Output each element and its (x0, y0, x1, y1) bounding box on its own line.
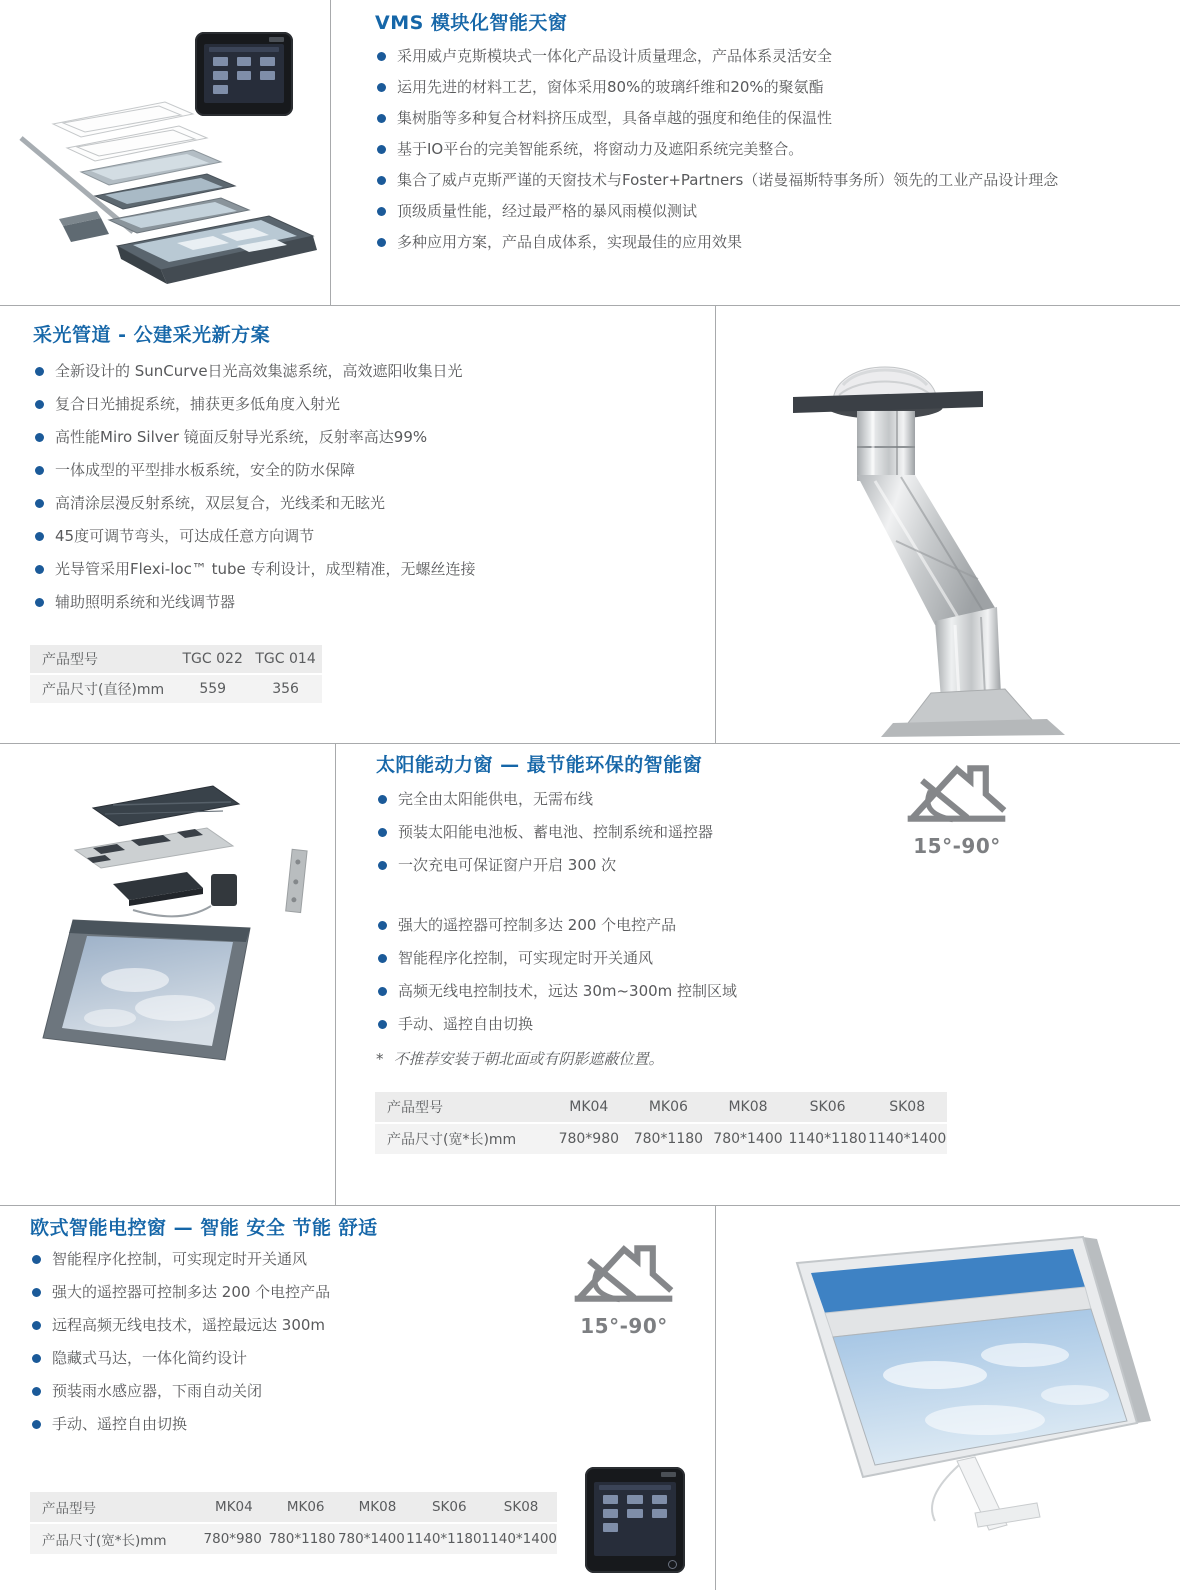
bullet-text: 智能程序化控制，可实现定时开关通风 (52, 1250, 308, 1268)
table-cell: 780*1400 (713, 1131, 783, 1147)
screen-titlebar (599, 1485, 671, 1490)
bullet-text: 隐藏式马达，一体化简约设计 (52, 1349, 248, 1367)
feature-bullet (35, 593, 695, 612)
home-button-icon (668, 1560, 677, 1569)
screen-app-icon (213, 57, 228, 66)
diagonal-tube (857, 475, 997, 625)
feature-bullet (377, 233, 1177, 252)
screen-app-icon (652, 1495, 667, 1504)
table-cell: 780*980 (558, 1131, 620, 1147)
screen-app-icon (603, 1509, 618, 1518)
lower-tube (935, 607, 1001, 699)
pitch-range-label: 15°-90° (580, 1314, 668, 1338)
panel-screen (594, 1482, 676, 1556)
section-divider (0, 1205, 1180, 1206)
screen-titlebar (209, 47, 279, 52)
table-cell: MK04 (215, 1499, 253, 1515)
section-divider (0, 305, 1180, 306)
bullet-text: 光导管采用Flexi-loc™ tube 专利设计，成型精准，无螺丝连接 (55, 560, 476, 578)
sun-tunnel-spec-table (30, 645, 322, 705)
table-header-label: 产品型号 (42, 652, 98, 668)
screen-app-icon (260, 71, 275, 80)
suntunnel-feature-list (35, 362, 695, 626)
solar-panel (93, 786, 239, 826)
feature-bullet (378, 982, 898, 1001)
bullet-text: 一次充电可保证窗户开启 300 次 (398, 856, 617, 874)
table-cell: 780*980 (203, 1531, 262, 1547)
bullet-dot-icon (35, 367, 44, 376)
bullet-text: 手动、遥控自由切换 (398, 1015, 534, 1033)
bullet-text: 智能程序化控制，可实现定时开关通风 (398, 949, 654, 967)
bullet-dot-icon (378, 828, 387, 837)
bullet-text: 基于IO平台的完美智能系统，将窗动力及遮阳系统完美整合。 (397, 140, 804, 158)
feature-bullet (32, 1415, 552, 1434)
bullet-text: 强大的遥控器可控制多达 200 个电控产品 (52, 1283, 331, 1301)
bullet-text: 预装太阳能电池板、蓄电池、控制系统和遥控器 (398, 823, 714, 841)
touch-control-panel-image (585, 1467, 685, 1573)
section-divider (330, 0, 331, 305)
feature-bullet (35, 428, 695, 447)
section-title-suntunnel: 采光管道 - 公建采光新方案 (33, 324, 271, 346)
feature-bullet (377, 140, 1177, 159)
feature-bullet (378, 790, 898, 809)
battery-pack (113, 872, 203, 906)
section-title-vms: VMS 模块化智能天窗 (375, 12, 568, 34)
touch-control-panel-image (195, 32, 293, 116)
install-note (376, 1048, 664, 1069)
screen-app-icon (627, 1495, 642, 1504)
table-row (375, 1124, 947, 1154)
panel-screen (204, 44, 284, 103)
table-header-label: 产品型号 (42, 1501, 96, 1517)
table-row (30, 1492, 557, 1522)
screen-app-icon (260, 57, 275, 66)
table-cell: MK06 (648, 1099, 688, 1115)
bullet-text: 全新设计的 SunCurve日光高效集滤系统，高效遮阳收集日光 (55, 362, 463, 380)
table-cell: SK06 (809, 1099, 846, 1115)
solar-power-feature-list (378, 790, 898, 889)
feature-bullet (35, 494, 695, 513)
screen-app-icon (603, 1523, 618, 1532)
bullet-dot-icon (35, 499, 44, 508)
feature-bullet (32, 1382, 552, 1401)
feature-bullet (35, 560, 695, 579)
feature-bullet (377, 202, 1177, 221)
panel-button (269, 37, 284, 42)
bullet-dot-icon (32, 1354, 41, 1363)
sun-tunnel-image (735, 325, 1120, 740)
feature-bullet (378, 949, 898, 968)
panel-button (661, 1472, 676, 1477)
bullet-text: 集树脂等多种复合材料挤压成型，具备卓越的强度和绝佳的保温性 (397, 109, 833, 127)
table-row (375, 1092, 947, 1122)
feature-bullet (377, 109, 1177, 128)
bullet-dot-icon (378, 954, 387, 963)
roof-pitch-icon (905, 756, 1009, 830)
roof-pitch-indicator (562, 1236, 686, 1338)
section-divider (715, 1205, 716, 1590)
bullet-dot-icon (32, 1255, 41, 1264)
bullet-dot-icon (377, 145, 386, 154)
screen-app-icon (603, 1495, 618, 1504)
table-row (30, 645, 322, 673)
vms-feature-list (377, 47, 1177, 264)
bullet-text: 高频无线电控制技术，远达 30m~300m 控制区域 (398, 982, 738, 1000)
bullet-dot-icon (377, 83, 386, 92)
feature-bullet (35, 362, 695, 381)
solar-window-kit-image (35, 770, 330, 1100)
flashing-wedge (59, 211, 109, 242)
table-cell: MK08 (358, 1499, 397, 1515)
bullet-text: 预装雨水感应器，下雨自动关闭 (52, 1382, 263, 1400)
screen-icon-grid (204, 56, 284, 95)
screen-app-icon (213, 71, 228, 80)
bullet-dot-icon (32, 1321, 41, 1330)
bullet-text: 辅助照明系统和光线调节器 (55, 593, 236, 611)
table-cell: 1140*1400 (868, 1131, 947, 1147)
table-cell: 1140*1400 (481, 1531, 558, 1547)
table-cell: TGC 022 (182, 651, 243, 667)
table-row (30, 1524, 557, 1554)
table-cell: 1140*1180 (788, 1131, 867, 1147)
section-divider (335, 743, 336, 1205)
bullet-dot-icon (378, 1020, 387, 1029)
table-cell: MK08 (728, 1099, 768, 1115)
table-header-label: 产品型号 (387, 1100, 443, 1116)
skylight-window (43, 920, 250, 1060)
flashing-plate (793, 391, 983, 413)
table-cell: SK08 (503, 1499, 539, 1515)
feature-bullet (378, 823, 898, 842)
table-header-label: 产品尺寸(宽*长)mm (387, 1132, 517, 1148)
table-header-label: 产品尺寸(直径)mm (42, 682, 165, 698)
pitch-range-label: 15°-90° (913, 834, 1001, 858)
bullet-dot-icon (35, 598, 44, 607)
feature-bullet (378, 916, 898, 935)
control-board (75, 828, 233, 868)
bullet-dot-icon (377, 207, 386, 216)
section-divider (0, 743, 1180, 744)
table-cell: 356 (272, 681, 299, 697)
bullet-text: 45度可调节弯头，可达成任意方向调节 (55, 527, 315, 545)
solar-control-feature-list (378, 916, 898, 1048)
table-row (30, 675, 322, 703)
roof-pitch-indicator (895, 756, 1019, 858)
screen-app-icon (627, 1509, 642, 1518)
feature-bullet (32, 1283, 552, 1302)
bullet-text: 集合了威卢克斯严谨的天窗技术与Foster+Partners（诺曼福斯特事务所）领先的工业产品设计理念 (397, 171, 1059, 189)
bullet-dot-icon (378, 795, 387, 804)
table-header-label: 产品尺寸(宽*长)mm (42, 1533, 167, 1549)
table-cell: SK08 (889, 1099, 926, 1115)
table-cell: 559 (199, 681, 227, 697)
section-divider (715, 305, 716, 743)
feature-bullet (32, 1349, 552, 1368)
note-text: 不推荐安装于朝北面或有阴影遮蔽位置。 (393, 1050, 664, 1068)
bullet-dot-icon (378, 987, 387, 996)
bullet-text: 运用先进的材料工艺，窗体采用80%的玻璃纤维和20%的聚氨酯 (397, 78, 824, 96)
roof-window-image (745, 1225, 1165, 1545)
electric-feature-list (32, 1250, 552, 1448)
bullet-text: 采用威卢克斯模块式一体化产品设计质量理念，产品体系灵活安全 (397, 47, 833, 65)
screen-icon-grid (594, 1494, 676, 1533)
bullet-text: 复合日光捕捉系统，捕获更多低角度入射光 (55, 395, 341, 413)
bullet-dot-icon (35, 400, 44, 409)
table-cell: MK04 (569, 1099, 609, 1115)
bullet-text: 完全由太阳能供电，无需布线 (398, 790, 594, 808)
bullet-dot-icon (377, 176, 386, 185)
bullet-text: 高性能Miro Silver 镜面反射导光系统，反射率高达99% (55, 428, 428, 446)
roof-pitch-icon (572, 1236, 676, 1310)
note-asterisk: * (376, 1050, 384, 1068)
table-cell: 780*1400 (337, 1531, 405, 1547)
bullet-dot-icon (377, 238, 386, 247)
bullet-dot-icon (32, 1420, 41, 1429)
bullet-dot-icon (35, 532, 44, 541)
feature-bullet (377, 78, 1177, 97)
feature-bullet (35, 527, 695, 546)
feature-bullet (32, 1250, 552, 1269)
bullet-text: 远程高频无线电技术，遥控最远达 300m (52, 1316, 326, 1334)
table-cell: 1140*1180 (406, 1531, 482, 1547)
bullet-dot-icon (32, 1288, 41, 1297)
section-title-electric: 欧式智能电控窗 — 智能 安全 节能 舒适 (30, 1217, 378, 1239)
feature-bullet (32, 1316, 552, 1335)
bullet-dot-icon (35, 565, 44, 574)
feature-bullet (35, 461, 695, 480)
section-title-solar: 太阳能动力窗 — 最节能环保的智能窗 (376, 754, 703, 776)
screen-app-icon (652, 1509, 667, 1518)
bullet-text: 强大的遥控器可控制多达 200 个电控产品 (398, 916, 677, 934)
bullet-text: 顶级质量性能，经过最严格的暴风雨模似测试 (397, 202, 698, 220)
solar-window-spec-table (375, 1092, 947, 1156)
mounting-bracket (286, 849, 307, 912)
table-cell: TGC 014 (255, 651, 316, 667)
feature-bullet (378, 856, 898, 875)
bullet-dot-icon (378, 921, 387, 930)
feature-bullet (377, 171, 1177, 190)
table-cell: 780*1180 (268, 1531, 336, 1547)
table-cell: MK06 (286, 1499, 325, 1515)
feature-bullet (378, 1015, 898, 1034)
bullet-dot-icon (35, 466, 44, 475)
feature-bullet (35, 395, 695, 414)
bullet-text: 一体成型的平型排水板系统，安全的防水保障 (55, 461, 356, 479)
bullet-dot-icon (32, 1387, 41, 1396)
screen-app-icon (213, 85, 228, 94)
screen-app-icon (237, 57, 252, 66)
bullet-dot-icon (377, 52, 386, 61)
bullet-text: 多种应用方案，产品自成体系，实现最佳的应用效果 (397, 233, 743, 251)
bullet-text: 高清涂层漫反射系统，双层复合，光线柔和无眩光 (55, 494, 386, 512)
table-cell: 780*1180 (633, 1131, 704, 1147)
operating-bracket (932, 1457, 1040, 1530)
bullet-dot-icon (378, 861, 387, 870)
bullet-text: 手动、遥控自由切换 (52, 1415, 188, 1433)
electric-window-spec-table (30, 1492, 557, 1556)
bullet-dot-icon (377, 114, 386, 123)
bullet-dot-icon (35, 433, 44, 442)
screen-app-icon (237, 71, 252, 80)
feature-bullet (377, 47, 1177, 66)
table-cell: SK06 (431, 1499, 467, 1515)
